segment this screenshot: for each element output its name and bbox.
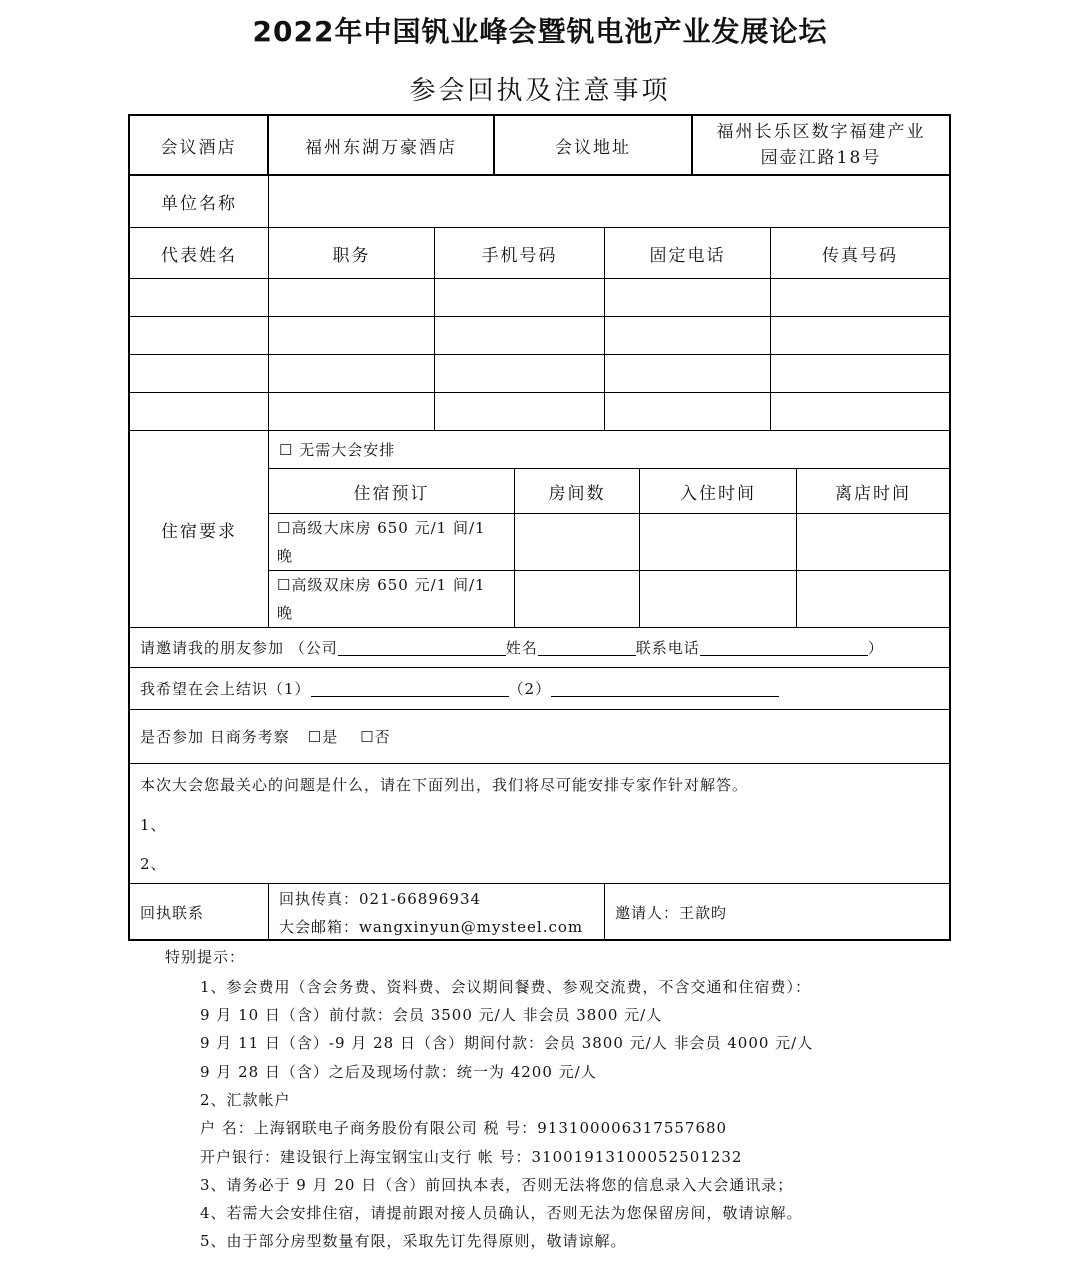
notes-bank: 开户银行：建设银行上海宝钢宝山支行 帐 号：31001913100052501232 <box>200 1148 743 1166</box>
room-row <box>269 571 949 628</box>
notes-fee-early: 9 月 10 日（含）前付款：会员 3500 元/人 非会员 3800 元/人 <box>200 1006 663 1024</box>
rep-row[interactable] <box>130 355 949 393</box>
rep-title-header: 职务 <box>269 228 435 278</box>
invite-phone-field[interactable] <box>700 639 868 656</box>
concern-answer-2[interactable]: 2、 <box>140 855 167 873</box>
visit-yes-checkbox[interactable]: ☐是 <box>307 728 339 746</box>
address-line-1: 福州长乐区数字福建产业 <box>716 122 926 142</box>
invite-company-label: 请邀请我的朋友参加 （公司 <box>140 639 338 657</box>
meet-field-1[interactable] <box>311 680 509 697</box>
contact-email[interactable]: 大会邮箱：wangxinyun@mysteel.com <box>279 917 584 936</box>
notes-account: 2、汇款帐户 <box>200 1091 291 1109</box>
contact-label: 回执联系 <box>130 884 269 941</box>
rep-name-header: 代表姓名 <box>130 228 269 278</box>
unit-input[interactable] <box>269 176 949 227</box>
king-room-line1: ☐高级大床房 650 元/1 间/1 <box>277 519 486 537</box>
meet-field-2[interactable] <box>551 680 779 697</box>
visit-label: 是否参加 日商务考察 <box>140 728 290 746</box>
unit-label: 单位名称 <box>130 176 269 227</box>
meet-row <box>130 668 949 710</box>
contact-inviter: 邀请人：王歆昀 <box>615 904 728 922</box>
rep-fax-header: 传真号码 <box>822 245 898 266</box>
checkin-header: 入住时间 <box>640 469 797 513</box>
visit-row <box>130 710 949 764</box>
notes-fee-late: 9 月 28 日（含）之后及现场付款：统一为 4200 元/人 <box>200 1063 597 1081</box>
meet-label-1: 我希望在会上结识（1） <box>140 680 311 698</box>
rep-row[interactable] <box>130 393 949 431</box>
unit-row <box>130 176 949 228</box>
contact-fax: 回执传真：021-66896934 <box>279 889 482 908</box>
meet-label-2: （2） <box>508 680 552 698</box>
rep-row[interactable] <box>130 317 949 355</box>
room-row <box>269 514 949 571</box>
king-room-checkbox[interactable] <box>269 514 515 570</box>
rep-row[interactable] <box>130 279 949 317</box>
checkout-header: 离店时间 <box>835 483 911 504</box>
twin-room-line1: ☐高级双床房 650 元/1 间/1 <box>277 576 486 594</box>
no-arrangement-checkbox[interactable]: ☐ 无需大会安排 <box>279 441 396 459</box>
invite-name-label: 姓名 <box>505 639 538 657</box>
invite-row <box>130 628 949 668</box>
accommodation-label: 住宿要求 <box>130 431 269 627</box>
rep-header-row <box>130 228 949 279</box>
rep-phone-header: 固定电话 <box>605 228 771 278</box>
notes-fee: 1、参会费用（含会务费、资料费、会议期间餐费、参观交流费，不含交通和住宿费）： <box>200 978 812 996</box>
notes-fee-mid: 9 月 11 日（含）-9 月 28 日（含）期间付款：会员 3800 元/人 非会员 4000 元/人 <box>200 1034 814 1052</box>
hotel-label: 会议酒店 <box>130 116 269 174</box>
contact-row <box>130 884 949 941</box>
accommodation-header-row <box>269 469 949 514</box>
notes-rooms: 5、由于部分房型数量有限，采取先订先得原则，敬请谅解。 <box>200 1232 627 1250</box>
twin-room-checkbox[interactable] <box>269 571 515 628</box>
invite-phone-label: 联系电话 <box>635 639 700 657</box>
concern-row <box>130 764 949 884</box>
address-value <box>693 116 949 174</box>
rooms-header: 房间数 <box>515 469 640 513</box>
concern-answer-1[interactable]: 1、 <box>140 816 167 834</box>
registration-form <box>128 114 951 941</box>
notes-deadline: 3、请务必于 9 月 20 日（含）前回执本表，否则无法将您的信息录入大会通讯录； <box>200 1176 794 1194</box>
hotel-value: 福州东湖万豪酒店 <box>269 116 495 174</box>
twin-room-line2: 晚 <box>277 604 294 622</box>
address-label: 会议地址 <box>495 116 693 174</box>
notes-heading: 特别提示： <box>165 948 246 966</box>
hotel-row <box>130 116 949 176</box>
booking-header: 住宿预订 <box>269 469 515 513</box>
visit-no-checkbox[interactable]: ☐否 <box>360 728 391 746</box>
accommodation-block <box>130 431 949 628</box>
notes-hotel: 4、若需大会安排住宿，请提前跟对接人员确认，否则无法为您保留房间，敬请谅解。 <box>200 1204 803 1222</box>
concern-question: 本次大会您最关心的问题是什么，请在下面列出，我们将尽可能安排专家作针对解答。 <box>140 776 749 794</box>
address-line-2: 园壶江路18号 <box>760 148 882 168</box>
rep-mobile-header: 手机号码 <box>435 228 605 278</box>
invite-suffix: ） <box>867 639 884 657</box>
invite-company-field[interactable] <box>338 639 506 656</box>
page-subtitle: 参会回执及注意事项 <box>409 76 671 106</box>
notes-account-name: 户 名：上海钢联电子商务股份有限公司 税 号：913100006317557680 <box>200 1119 728 1137</box>
page-title: 2022年中国钒业峰会暨钒电池产业发展论坛 <box>252 15 828 48</box>
invite-name-field[interactable] <box>538 639 636 656</box>
king-room-line2: 晚 <box>277 547 294 565</box>
